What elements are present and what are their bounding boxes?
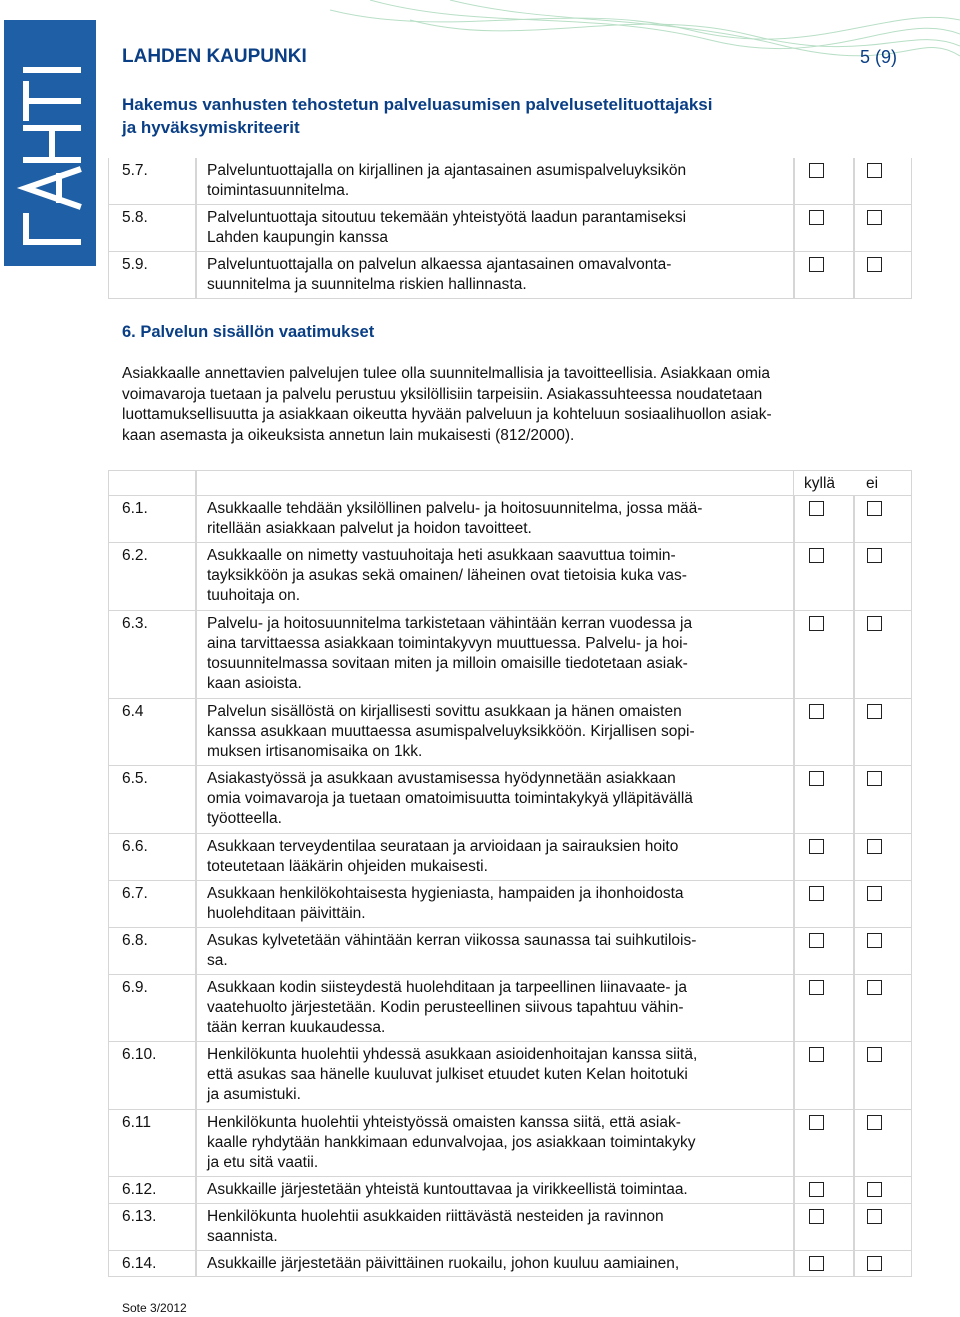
row-cell-frame <box>854 496 912 543</box>
checkbox-yes[interactable] <box>809 257 824 272</box>
page-number: 5 (9) <box>860 47 898 67</box>
row-cell-frame <box>854 881 912 928</box>
criteria-text-line: aina tarvittaessa asiakkaan toimintakyvyn muuttuessa. Palvelu- ja hoi- <box>207 634 688 652</box>
criteria-text-line: että asukas saa hänelle kuuluvat julkiset etuudet kuten Kelan hoitotuki <box>207 1066 688 1083</box>
checkbox-no[interactable] <box>867 980 882 995</box>
criteria-text-line: saannista. <box>207 1227 278 1245</box>
criteria-number: 6.1. <box>122 500 148 517</box>
criteria-text-line: toimintasuunnitelma. <box>207 182 350 199</box>
criteria-number: 6.8. <box>122 931 148 949</box>
criteria-row <box>108 158 912 205</box>
checkbox-yes[interactable] <box>809 210 824 225</box>
row-cell-frame <box>794 1251 854 1278</box>
checkbox-yes[interactable] <box>809 548 824 563</box>
criteria-text-line: Asukkaan henkilökohtaisesta hygieniasta, hampaiden ja ihonhoidosta <box>207 884 684 902</box>
row-cell-frame <box>794 834 854 881</box>
checkbox-yes[interactable] <box>809 886 824 901</box>
checkbox-yes[interactable] <box>809 839 824 854</box>
row-cell-frame <box>854 1204 912 1251</box>
column-header-yes: kyllä <box>804 475 836 492</box>
checkbox-no[interactable] <box>867 886 882 901</box>
intro-line: kaan asemasta ja oikeuksista annetun lain mukaisesti (812/2000). <box>122 426 575 444</box>
criteria-row <box>108 205 912 252</box>
criteria-row <box>108 834 912 881</box>
checkbox-no[interactable] <box>867 704 882 719</box>
criteria-text-line: tuuhoitaja on. <box>207 587 301 604</box>
criteria-number: 5.8. <box>122 209 148 226</box>
intro-line: voimavaroja tuetaan ja palvelu perustuu yksilöllisiin tarpeisiin. Asiakassuhteessa noudatetaan <box>122 385 763 403</box>
checkbox-no[interactable] <box>867 1209 882 1224</box>
criteria-text <box>207 1113 696 1173</box>
row-cell-frame <box>794 881 854 928</box>
section-heading: 6. Palvelun sisällön vaatimukset <box>122 323 375 341</box>
criteria-number: 6.11 <box>122 1113 152 1131</box>
criteria-text-line: Palveluntuottajalla on palvelun alkaessa ajantasainen omavalvonta- <box>207 256 672 273</box>
criteria-text <box>207 208 686 248</box>
criteria-text-line: Henkilökunta huolehtii yhdessä asukkaan asioidenhoitajan kanssa siitä, <box>207 1046 698 1063</box>
row-cell-frame <box>854 1042 912 1110</box>
criteria-text-line: ritellään asiakkaan palvelut ja hoidon tavoitteet. <box>207 520 532 537</box>
checkbox-yes[interactable] <box>809 933 824 948</box>
checkbox-yes[interactable] <box>809 771 824 786</box>
criteria-text-line: tayksikköön ja asukas sekä omainen/ läheinen ovat tietoisia kuka vas- <box>207 567 687 584</box>
row-cell-frame <box>794 699 854 767</box>
row-cell-frame <box>794 1042 854 1110</box>
criteria-text-line: Palveluntuottaja sitoutuu tekemään yhteistyötä laadun parantamiseksi <box>207 209 687 226</box>
criteria-text-line: ja etu sitä vaatii. <box>207 1153 319 1171</box>
criteria-row <box>108 543 912 611</box>
checkbox-no[interactable] <box>867 1115 882 1130</box>
checkbox-yes[interactable] <box>809 163 824 178</box>
column-header-no: ei <box>866 475 879 492</box>
lahti-logo-mark <box>4 20 96 266</box>
checkbox-no[interactable] <box>867 933 882 948</box>
intro-line: luottamuksellisuutta ja asiakkaan oikeutta hyvään palveluun ja kohteluun sosiaalihuollon asiak- <box>122 406 772 423</box>
row-cell-frame <box>794 496 854 543</box>
criteria-text <box>207 1254 679 1274</box>
checkbox-yes[interactable] <box>809 980 824 995</box>
criteria-text-line: Henkilökunta huolehtii yhteistyössä omaisten kanssa siitä, että asiak- <box>207 1113 681 1131</box>
criteria-text-line: Palvelu- ja hoitosuunnitelma tarkistetaan vähintään kerran vuodessa ja <box>207 614 693 632</box>
checkbox-no[interactable] <box>867 616 882 631</box>
document-title <box>122 93 842 139</box>
checkbox-yes[interactable] <box>809 1256 824 1271</box>
checkbox-no[interactable] <box>867 501 882 516</box>
criteria-row <box>108 928 912 975</box>
row-cell-frame <box>854 543 912 611</box>
criteria-text-line: Asukkaalle on nimetty vastuuhoitaja heti asukkaan saavuttua toimin- <box>207 547 676 564</box>
document-title-line: ja hyväksymiskriteerit <box>122 118 300 137</box>
criteria-row <box>108 1251 912 1278</box>
section-intro <box>122 364 892 446</box>
criteria-row <box>108 1042 912 1110</box>
criteria-row <box>108 975 912 1043</box>
lahti-logo <box>4 20 96 266</box>
criteria-table-header-cell <box>108 470 196 496</box>
checkbox-no[interactable] <box>867 1182 882 1197</box>
criteria-text-line: Palvelun sisällöstä on kirjallisesti sovittu asukkaan ja hänen omaisten <box>207 702 682 720</box>
criteria-text <box>207 499 702 539</box>
checkbox-no[interactable] <box>867 1047 882 1062</box>
row-cell-frame <box>794 543 854 611</box>
criteria-text <box>207 769 693 829</box>
criteria-text <box>207 884 684 924</box>
checkbox-yes[interactable] <box>809 501 824 516</box>
criteria-row <box>108 766 912 834</box>
criteria-text <box>207 161 686 201</box>
row-cell-frame <box>794 766 854 834</box>
row-cell-frame <box>854 1177 912 1204</box>
checkbox-no[interactable] <box>867 210 882 225</box>
organization-name: LAHDEN KAUPUNKI <box>122 46 307 67</box>
criteria-text <box>207 702 695 762</box>
criteria-text-line: kanssa asukkaan muuttaessa asumispalveluyksikköön. Kirjallisen sopi- <box>207 722 695 740</box>
checkbox-yes[interactable] <box>809 1182 824 1197</box>
criteria-number: 6.3. <box>122 614 148 632</box>
criteria-text-line: Asukkaille järjestetään päivittäinen ruokailu, johon kuuluu aamiainen, <box>207 1254 680 1272</box>
criteria-table-header-cell <box>196 470 794 496</box>
criteria-text-line: tosuunnitelmassa sovitaan miten ja milloin omaisille tiedotetaan asiak- <box>207 654 688 672</box>
criteria-text-line: kaan asioista. <box>207 674 302 692</box>
checkbox-yes[interactable] <box>809 1209 824 1224</box>
checkbox-yes[interactable] <box>809 616 824 631</box>
row-cell-frame <box>854 975 912 1043</box>
criteria-number: 6.12. <box>122 1181 157 1198</box>
checkbox-no[interactable] <box>867 1256 882 1271</box>
criteria-number: 5.7. <box>122 162 148 179</box>
row-cell-frame <box>854 928 912 975</box>
checkbox-yes[interactable] <box>809 1047 824 1062</box>
row-cell-frame <box>794 205 854 252</box>
criteria-number: 5.9. <box>122 256 148 273</box>
checkbox-no[interactable] <box>867 771 882 786</box>
criteria-text-line: Asukkaalle tehdään yksilöllinen palvelu- ja hoitosuunnitelma, jossa mää- <box>207 500 703 517</box>
criteria-text-line: sa. <box>207 951 228 969</box>
criteria-row <box>108 1177 912 1204</box>
criteria-text-line: toteutetaan lääkärin ohjeiden mukaisesti. <box>207 857 488 875</box>
criteria-text-line: Asukas kylvetetään vähintään kerran viikossa saunassa tai suihkutilois- <box>207 931 697 949</box>
criteria-row <box>108 1204 912 1251</box>
criteria-text <box>207 255 671 295</box>
row-cell-frame <box>854 834 912 881</box>
criteria-text-line: huolehditaan päivittäin. <box>207 904 366 922</box>
footer-code: Sote 3/2012 <box>122 1301 187 1315</box>
criteria-text-line: muksen irtisanomisaika on 1kk. <box>207 742 423 760</box>
checkbox-yes[interactable] <box>809 704 824 719</box>
criteria-text-line: Lahden kaupungin kanssa <box>207 229 388 246</box>
criteria-text <box>207 614 692 694</box>
criteria-row <box>108 699 912 767</box>
row-cell-frame <box>854 611 912 699</box>
criteria-text <box>207 1207 664 1247</box>
criteria-number: 6.5. <box>122 770 148 787</box>
document-title-line: Hakemus vanhusten tehostetun palveluasumisen palvelusetelituottajaksi <box>122 95 713 114</box>
row-cell-frame <box>854 766 912 834</box>
row-cell-frame <box>794 928 854 975</box>
criteria-text-line: tään kerran kuukaudessa. <box>207 1018 386 1036</box>
criteria-text <box>207 1180 688 1200</box>
criteria-text <box>207 837 678 877</box>
criteria-text-line: Asukkaan terveydentilaa seurataan ja arvioidaan ja sairauksien hoito <box>207 837 679 855</box>
row-cell-frame <box>854 205 912 252</box>
criteria-text-line: Henkilökunta huolehtii asukkaiden riittävästä nesteiden ja ravinnon <box>207 1207 664 1225</box>
row-cell-frame <box>794 158 854 205</box>
criteria-text <box>207 546 687 606</box>
row-cell-frame <box>794 975 854 1043</box>
criteria-text-line: suunnitelma ja suunnitelma riskien hallinnasta. <box>207 276 527 293</box>
row-cell-frame <box>794 611 854 699</box>
criteria-number: 6.13. <box>122 1207 157 1225</box>
checkbox-no[interactable] <box>867 839 882 854</box>
row-cell-frame <box>854 1110 912 1178</box>
row-cell-frame <box>794 1177 854 1204</box>
criteria-number: 6.14. <box>122 1254 157 1272</box>
row-cell-frame <box>854 1251 912 1278</box>
row-cell-frame <box>854 158 912 205</box>
row-cell-frame <box>794 252 854 299</box>
criteria-number: 6.2. <box>122 547 148 564</box>
criteria-text <box>207 978 687 1038</box>
criteria-number: 6.9. <box>122 978 148 996</box>
checkbox-yes[interactable] <box>809 1115 824 1130</box>
criteria-text <box>207 1045 697 1105</box>
criteria-text-line: Asukkaan kodin siisteydestä huolehditaan ja tarpeellinen liinavaate- ja <box>207 978 687 996</box>
criteria-row <box>108 252 912 299</box>
intro-line: Asiakkaalle annettavien palvelujen tulee olla suunnitelmallisia ja tavoitteellisia. Asiakkaan omia <box>122 365 770 382</box>
checkbox-no[interactable] <box>867 548 882 563</box>
criteria-text-line: omia voimavaroja ja tuetaan omatoimisuutta toimintakykyä ylläpitävällä <box>207 790 693 807</box>
criteria-number: 6.10. <box>122 1046 157 1063</box>
row-cell-frame <box>854 699 912 767</box>
criteria-text <box>207 931 696 971</box>
row-cell-frame <box>794 1110 854 1178</box>
criteria-text-line: Asiakastyössä ja asukkaan avustamisessa hyödynnetään asiakkaan <box>207 770 676 787</box>
criteria-text-line: Palveluntuottajalla on kirjallinen ja ajantasainen asumispalveluyksikön <box>207 162 687 179</box>
criteria-text-line: Asukkaille järjestetään yhteistä kuntouttavaa ja virikkeellistä toimintaa. <box>207 1181 688 1198</box>
criteria-text-line: vaatehuolto järjestetään. Kodin perusteellinen siivous tapahtuu vähin- <box>207 998 684 1016</box>
checkbox-no[interactable] <box>867 163 882 178</box>
row-cell-frame <box>854 252 912 299</box>
criteria-row <box>108 496 912 543</box>
criteria-text-line: ja asumistuki. <box>207 1086 301 1103</box>
criteria-row <box>108 1110 912 1178</box>
criteria-number: 6.7. <box>122 884 148 902</box>
criteria-number: 6.4 <box>122 702 144 720</box>
criteria-text-line: kaalle ryhdytään hankkimaan edunvalvojaa, jos asiakkaan toimintakyky <box>207 1133 696 1151</box>
criteria-number: 6.6. <box>122 837 148 855</box>
row-cell-frame <box>794 1204 854 1251</box>
criteria-text-line: työotteella. <box>207 810 282 827</box>
criteria-row <box>108 611 912 699</box>
criteria-row <box>108 881 912 928</box>
checkbox-no[interactable] <box>867 257 882 272</box>
